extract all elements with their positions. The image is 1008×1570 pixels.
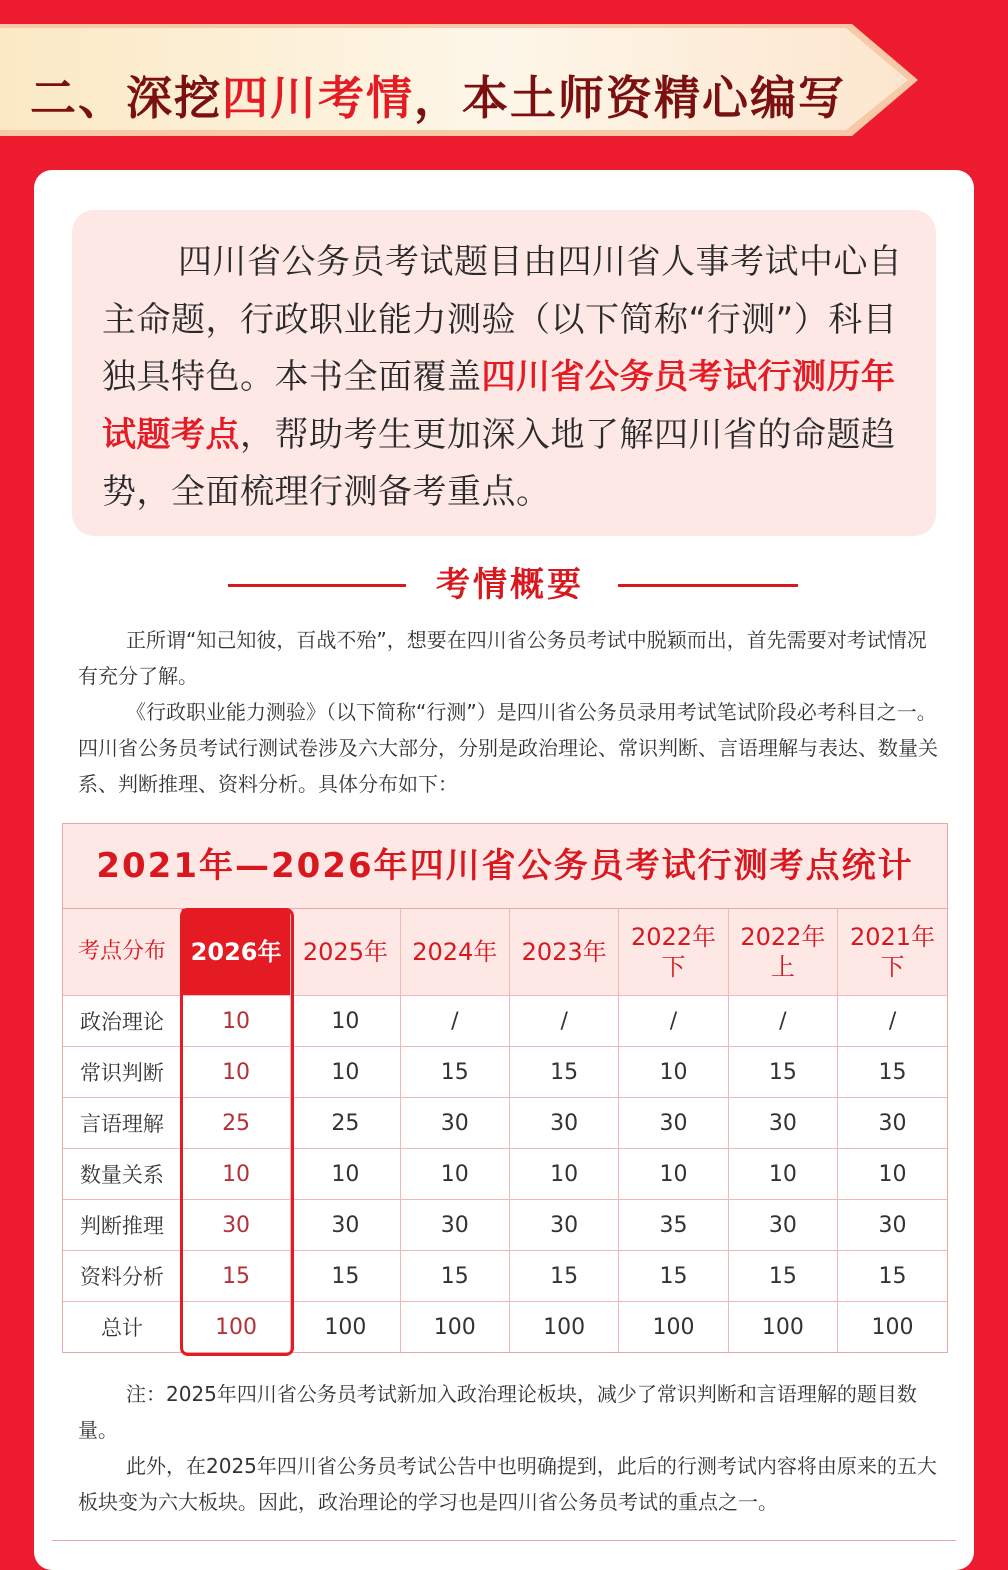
value-cell: 15 <box>181 1251 290 1302</box>
intro-highlight: 四川省公务员考试行测历年试题考点 <box>102 357 896 455</box>
header-line: 下 <box>880 953 905 981</box>
header-category <box>63 909 181 996</box>
value-cell: 15 <box>400 1251 509 1302</box>
row-category-cell: 政治理论 <box>63 996 181 1047</box>
note-paragraph: 注：2025年四川省公务员考试新加入政治理论板块，减少了常识判断和言语理解的题目数量。 <box>78 1382 917 1442</box>
value-cell: / <box>400 996 509 1047</box>
section-heading <box>220 555 780 615</box>
table-row <box>63 1200 947 1251</box>
header-line: 考点分布 <box>77 939 166 964</box>
value-cell: 100 <box>871 1314 914 1340</box>
value-cell: 10 <box>181 1047 290 1098</box>
value-cell: 30 <box>728 1200 837 1251</box>
value-cell: 15 <box>619 1251 728 1302</box>
value-cell: 10 <box>400 1149 509 1200</box>
closing-paragraph: 此外，在2025年四川省公务员考试公告中也明确提到，此后的行测考试内容将由原来的五大板块变为六大板块。因此，政治理论的学习也是四川省公务员考试的重点之一。 <box>78 1454 937 1514</box>
value-cell: 30 <box>400 1200 509 1251</box>
table-row <box>63 1251 947 1302</box>
header-line: 上 <box>770 953 795 981</box>
value-cell: 10 <box>291 996 400 1047</box>
value-cell: 30 <box>509 1200 618 1251</box>
row-category-cell: 判断推理 <box>63 1200 181 1251</box>
value-cell: 10 <box>838 1149 947 1200</box>
value-cell: 15 <box>838 1251 947 1302</box>
header-line: 2022年 <box>630 923 717 951</box>
value-cell: 10 <box>181 1149 290 1200</box>
value-cell: / <box>838 996 947 1047</box>
table-row <box>63 1098 947 1149</box>
value-cell: / <box>619 996 728 1047</box>
value-cell: / <box>728 996 837 1047</box>
value-cell: 30 <box>728 1098 837 1149</box>
row-category-cell: 言语理解 <box>63 1098 181 1149</box>
value-cell: 100 <box>728 1302 837 1353</box>
value-cell: 25 <box>291 1098 400 1149</box>
value-cell: 10 <box>728 1149 837 1200</box>
row-category-cell: 资料分析 <box>63 1251 181 1302</box>
value-cell: 30 <box>291 1200 400 1251</box>
table-row <box>63 996 947 1047</box>
value-cell: 25 <box>181 1098 290 1149</box>
value-cell: 35 <box>619 1200 728 1251</box>
header-line: 2026年 <box>190 938 282 966</box>
header-line: 2021年 <box>849 923 936 951</box>
value-cell: 100 <box>400 1302 509 1353</box>
table-row <box>63 1047 947 1098</box>
banner-title-highlight: 四川考情 <box>222 71 414 125</box>
value-cell: 15 <box>509 1047 618 1098</box>
value-cell: 15 <box>838 1047 947 1098</box>
value-cell: 15 <box>728 1251 837 1302</box>
stats-grid <box>63 909 947 1352</box>
heading-line-left <box>228 584 406 587</box>
row-category-cell: 数量关系 <box>63 1149 181 1200</box>
paragraph-2: 《行政职业能力测验》（以下简称“行测”）是四川省公务员录用考试笔试阶段必考科目之一。四川省公务员考试行测试卷涉及六大部分，分别是政治理论、常识判断、言语理解与表达、数量关系、判断推理、资料分析。具体分布如下： <box>78 700 938 796</box>
value-cell: 15 <box>400 1047 509 1098</box>
value-cell: / <box>509 996 618 1047</box>
row-category-cell: 常识判断 <box>63 1047 181 1098</box>
value-cell: 10 <box>619 1149 728 1200</box>
table-header-row <box>63 909 947 996</box>
paragraph-1: 正所谓“知己知彼，百战不殆”，想要在四川省公务员考试中脱颖而出，首先需要对考试情况有充分了解。 <box>78 628 927 688</box>
header-year <box>181 909 290 996</box>
table-row <box>63 1149 947 1200</box>
header-line: 2024年 <box>412 938 498 966</box>
header-year <box>400 909 509 996</box>
value-cell: 100 <box>509 1302 618 1353</box>
value-cell: 10 <box>509 1149 618 1200</box>
header-line: 2023年 <box>521 938 607 966</box>
header-year <box>291 909 400 996</box>
intro-text: 四川省公务员考试题目由四川省人事考试中心自主命题，行政职业能力测验（以下简称“行测”）科目独具特色。本书全面覆盖四川省公务员考试行测历年试题考点，帮助考生更加深入地了解四川省的命题趋势，全面梳理行测备考重点。 <box>102 242 903 512</box>
value-cell: 15 <box>509 1251 618 1302</box>
banner-title: 二、深挖四川考情，本土师资精心编写 <box>30 71 846 125</box>
heading-line-right <box>618 584 798 587</box>
value-cell: 30 <box>838 1200 947 1251</box>
value-cell: 10 <box>291 1047 400 1098</box>
intro-box <box>72 210 936 536</box>
value-cell: 30 <box>400 1098 509 1149</box>
value-cell: 30 <box>181 1200 290 1251</box>
value-cell: 30 <box>619 1098 728 1149</box>
value-cell: 10 <box>619 1047 728 1098</box>
value-cell: 10 <box>291 1149 400 1200</box>
stats-table <box>62 823 948 1353</box>
header-year <box>728 909 837 996</box>
value-cell: 100 <box>291 1302 400 1353</box>
value-cell: 30 <box>838 1098 947 1149</box>
header-year <box>509 909 618 996</box>
header-line: 2025年 <box>302 938 388 966</box>
header-year <box>619 909 728 996</box>
table-title: 2021年—2026年四川省公务员考试行测考点统计 <box>63 824 947 909</box>
value-cell: 100 <box>181 1302 290 1353</box>
table-row <box>63 1302 947 1353</box>
row-category-cell: 总计 <box>63 1302 181 1353</box>
header-year <box>838 909 947 996</box>
value-cell: 10 <box>181 996 290 1047</box>
value-cell: 100 <box>619 1302 728 1353</box>
header-line: 2022年 <box>740 923 826 951</box>
section-title: 考情概要 <box>436 565 584 605</box>
header-line: 下 <box>661 953 686 981</box>
value-cell: 15 <box>291 1251 400 1302</box>
value-cell: 15 <box>728 1047 837 1098</box>
value-cell: 30 <box>509 1098 618 1149</box>
bottom-divider <box>52 1540 956 1541</box>
section-banner <box>0 24 920 136</box>
